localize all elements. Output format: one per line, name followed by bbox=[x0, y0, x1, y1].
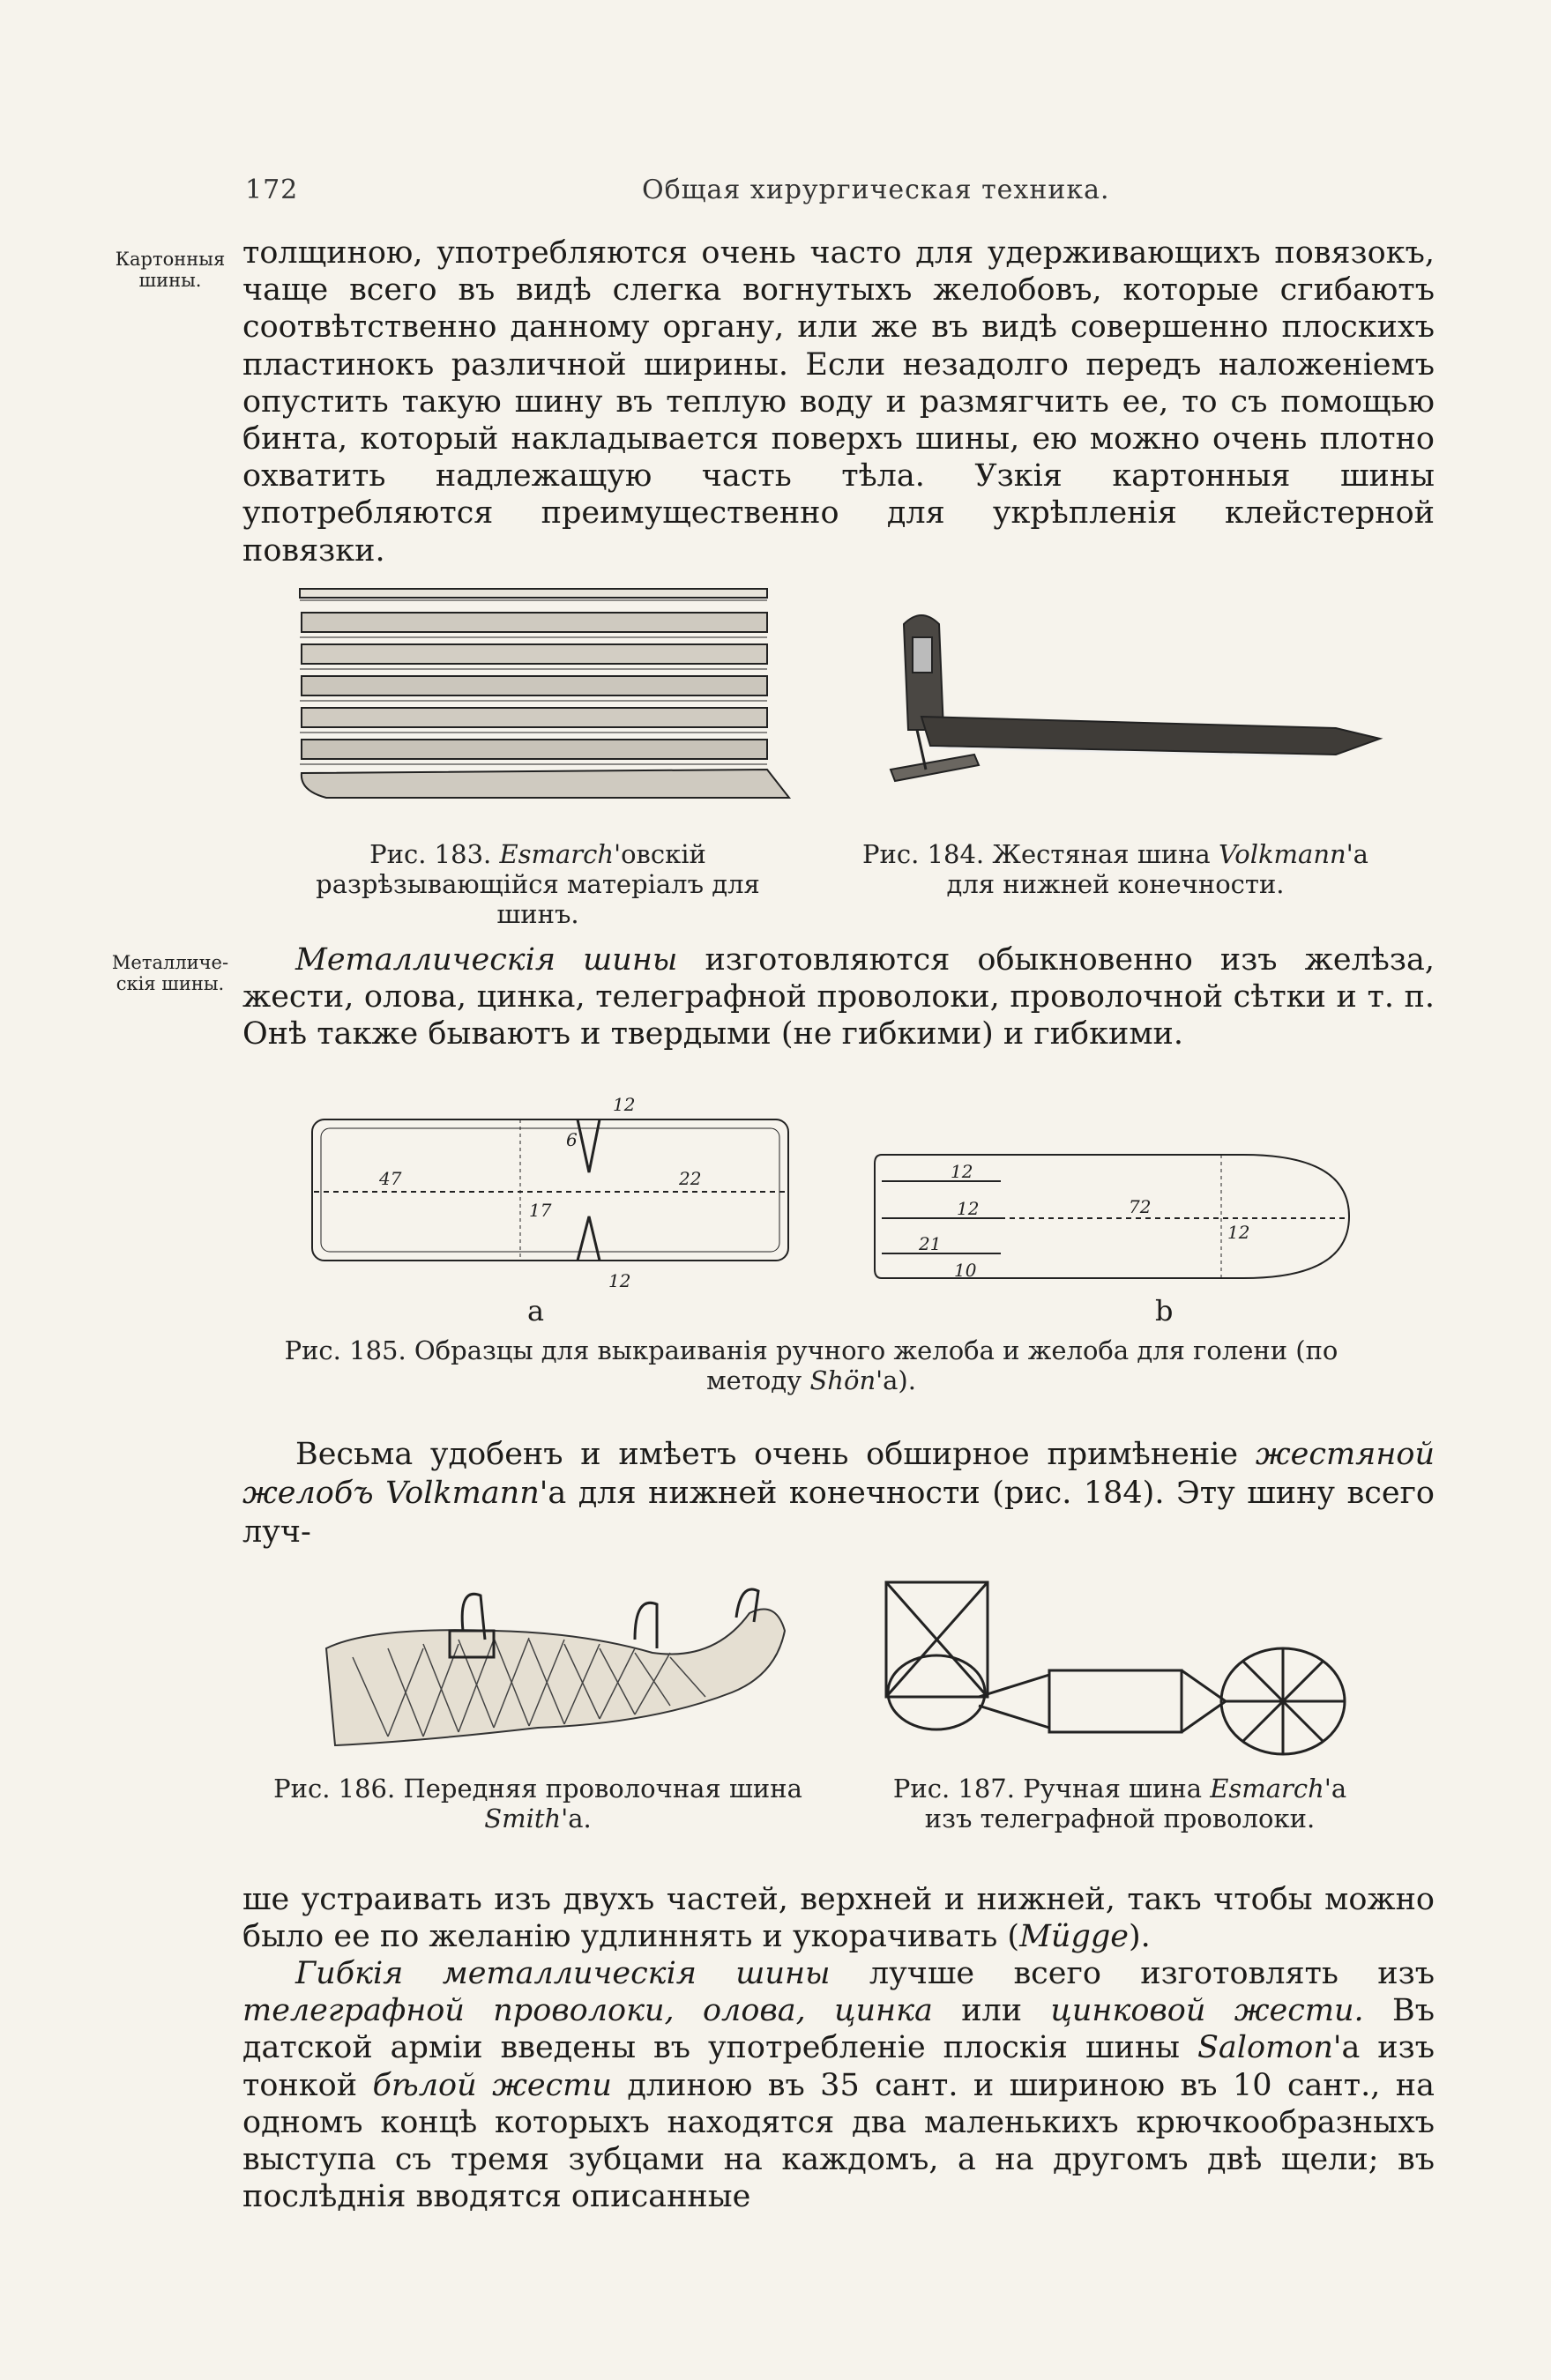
dim-label: 10 bbox=[954, 1260, 977, 1281]
figure-185-label-b: b bbox=[1155, 1294, 1174, 1328]
dim-label: 21 bbox=[919, 1233, 942, 1254]
dim-label: 72 bbox=[1129, 1196, 1152, 1217]
italic-term: Mügge bbox=[1019, 1919, 1129, 1955]
caption-number: Рис. 187. bbox=[892, 1774, 1015, 1804]
figure-183-caption bbox=[291, 839, 785, 929]
caption-name: Esmarch bbox=[499, 839, 615, 869]
paragraph-text: Весьма удобенъ и имѣетъ очень обширное примѣненіе bbox=[295, 1437, 1256, 1472]
italic-term: цинковой жести. bbox=[1050, 1993, 1364, 2029]
figure-185-caption bbox=[256, 1335, 1367, 1395]
italic-term: телеграфной проволоки, олова, цинка bbox=[242, 1993, 933, 2029]
dim-label: 6 bbox=[566, 1129, 578, 1150]
figure-185a-diagram bbox=[309, 1093, 802, 1296]
page-number: 172 bbox=[245, 175, 299, 205]
margin-note-cardboard: Картонныя шины. bbox=[115, 249, 226, 291]
figure-184-caption bbox=[842, 839, 1389, 899]
figure-184-image bbox=[877, 606, 1389, 800]
running-title: Общая хирургическая техника. bbox=[642, 175, 1110, 205]
paragraph-text: 'а для нижней конечности (рис. 184). Эту шину всего луч- bbox=[242, 1476, 1435, 1550]
paragraph-volkmann bbox=[242, 1435, 1435, 1551]
italic-term: бѣлой жести bbox=[372, 2067, 612, 2103]
italic-term: Salomon bbox=[1197, 2030, 1333, 2066]
paragraph-text: Въ датской арміи введены въ употребленіе плоскія шины bbox=[242, 1993, 1435, 2066]
dim-label: 12 bbox=[608, 1270, 631, 1291]
dim-label: 47 bbox=[379, 1168, 402, 1189]
paragraph-metal bbox=[242, 941, 1435, 1053]
caption-text: Жестяная шина bbox=[992, 839, 1211, 869]
dim-label: 17 bbox=[529, 1200, 552, 1221]
paragraph-flexible bbox=[242, 1955, 1435, 2215]
figure-185-label-a: a bbox=[527, 1294, 545, 1328]
paragraph-mugge bbox=[242, 1881, 1435, 1955]
paragraph-text: изготовляются обыкновенно изъ желѣза, жести, олова, цинка, телеграфной проволоки, проволочной сѣтки и т. п. Онѣ также бываютъ и твердыми (не гибкими) и гибкими. bbox=[242, 942, 1435, 1052]
caption-name: Volkmann bbox=[1218, 839, 1346, 869]
paragraph-text: лучше всего изготовлять изъ bbox=[830, 1956, 1435, 1991]
figure-187-image bbox=[882, 1578, 1358, 1754]
caption-text: 'а изъ телеграфной проволоки. bbox=[924, 1774, 1347, 1833]
paragraph-text: 'а изъ тонкой bbox=[242, 2030, 1435, 2103]
figure-186-image bbox=[317, 1578, 794, 1754]
caption-text: 'овскій разрѣзывающійся матеріалъ для шинъ. bbox=[316, 839, 760, 929]
paragraph-cardboard bbox=[242, 234, 1435, 569]
figure-187-caption bbox=[869, 1774, 1371, 1833]
caption-name: Esmarch bbox=[1210, 1774, 1324, 1804]
paragraph-text: толщиною, употребляются очень часто для удерживающихъ повязокъ, чаще всего въ видѣ слегка вогнутыхъ желобовъ, которые сгибаютъ соотвѣтственно данному органу, или же въ видѣ совершенно плоскихъ пластинокъ различной ширины. Если незадолго передъ наложеніемъ опустить такую шину въ теплую воду и размягчить ее, то съ помощью бинта, который накладывается поверхъ шины, ею можно очень плотно охватить надлежащую часть тѣла. Узкія картонныя шины употребляются преимущественно для укрѣпленія клейстерной повязки. bbox=[242, 235, 1435, 569]
caption-text: 'а. bbox=[561, 1804, 592, 1833]
dim-label: 22 bbox=[679, 1168, 702, 1189]
caption-number: Рис. 183. bbox=[369, 839, 492, 869]
italic-term: жестяной желобъ Volkmann bbox=[242, 1437, 1435, 1511]
paragraph-text: ше устраивать изъ двухъ частей, верхней и нижней, такъ чтобы можно было ее по желанію удлиннять и укорачивать ( bbox=[242, 1882, 1435, 1955]
dim-label: 12 bbox=[613, 1094, 636, 1115]
dim-label: 12 bbox=[951, 1161, 973, 1182]
dim-label: 12 bbox=[957, 1198, 980, 1219]
figure-186-caption bbox=[273, 1774, 802, 1833]
dim-label: 12 bbox=[1227, 1222, 1250, 1243]
caption-text: 'а). bbox=[876, 1365, 916, 1395]
caption-text: Образцы для выкраиванія ручного желоба и желоба для голени (по методу bbox=[414, 1335, 1338, 1395]
paragraph-text: или bbox=[932, 1993, 1051, 2029]
italic-term: Металлическія шины bbox=[295, 942, 678, 978]
caption-number: Рис. 185. bbox=[284, 1335, 406, 1365]
paragraph-text: ). bbox=[1128, 1919, 1151, 1955]
caption-name: Smith bbox=[484, 1804, 562, 1833]
caption-text: Ручная шина bbox=[1023, 1774, 1202, 1804]
caption-name: Shön bbox=[809, 1365, 876, 1395]
caption-text: 'а для нижней конечности. bbox=[946, 839, 1368, 899]
paragraph-text: длиною въ 35 сант. и шириною въ 10 сант., на одномъ концѣ которыхъ находятся два маленькихъ крючкообразныхъ выступа съ тремя зубцами на каждомъ, а на другомъ двѣ щели; въ послѣднія вводятся описанные bbox=[242, 2067, 1435, 2215]
caption-number: Рис. 184. bbox=[862, 839, 985, 869]
margin-note-metal: Металличе- скія шины. bbox=[111, 952, 229, 994]
caption-number: Рис. 186. bbox=[273, 1774, 396, 1804]
figure-183-image bbox=[300, 586, 802, 820]
caption-text: Передняя проволочная шина bbox=[403, 1774, 802, 1804]
figure-185b-diagram bbox=[873, 1146, 1367, 1296]
italic-term: Гибкія металлическія шины bbox=[295, 1956, 831, 1991]
